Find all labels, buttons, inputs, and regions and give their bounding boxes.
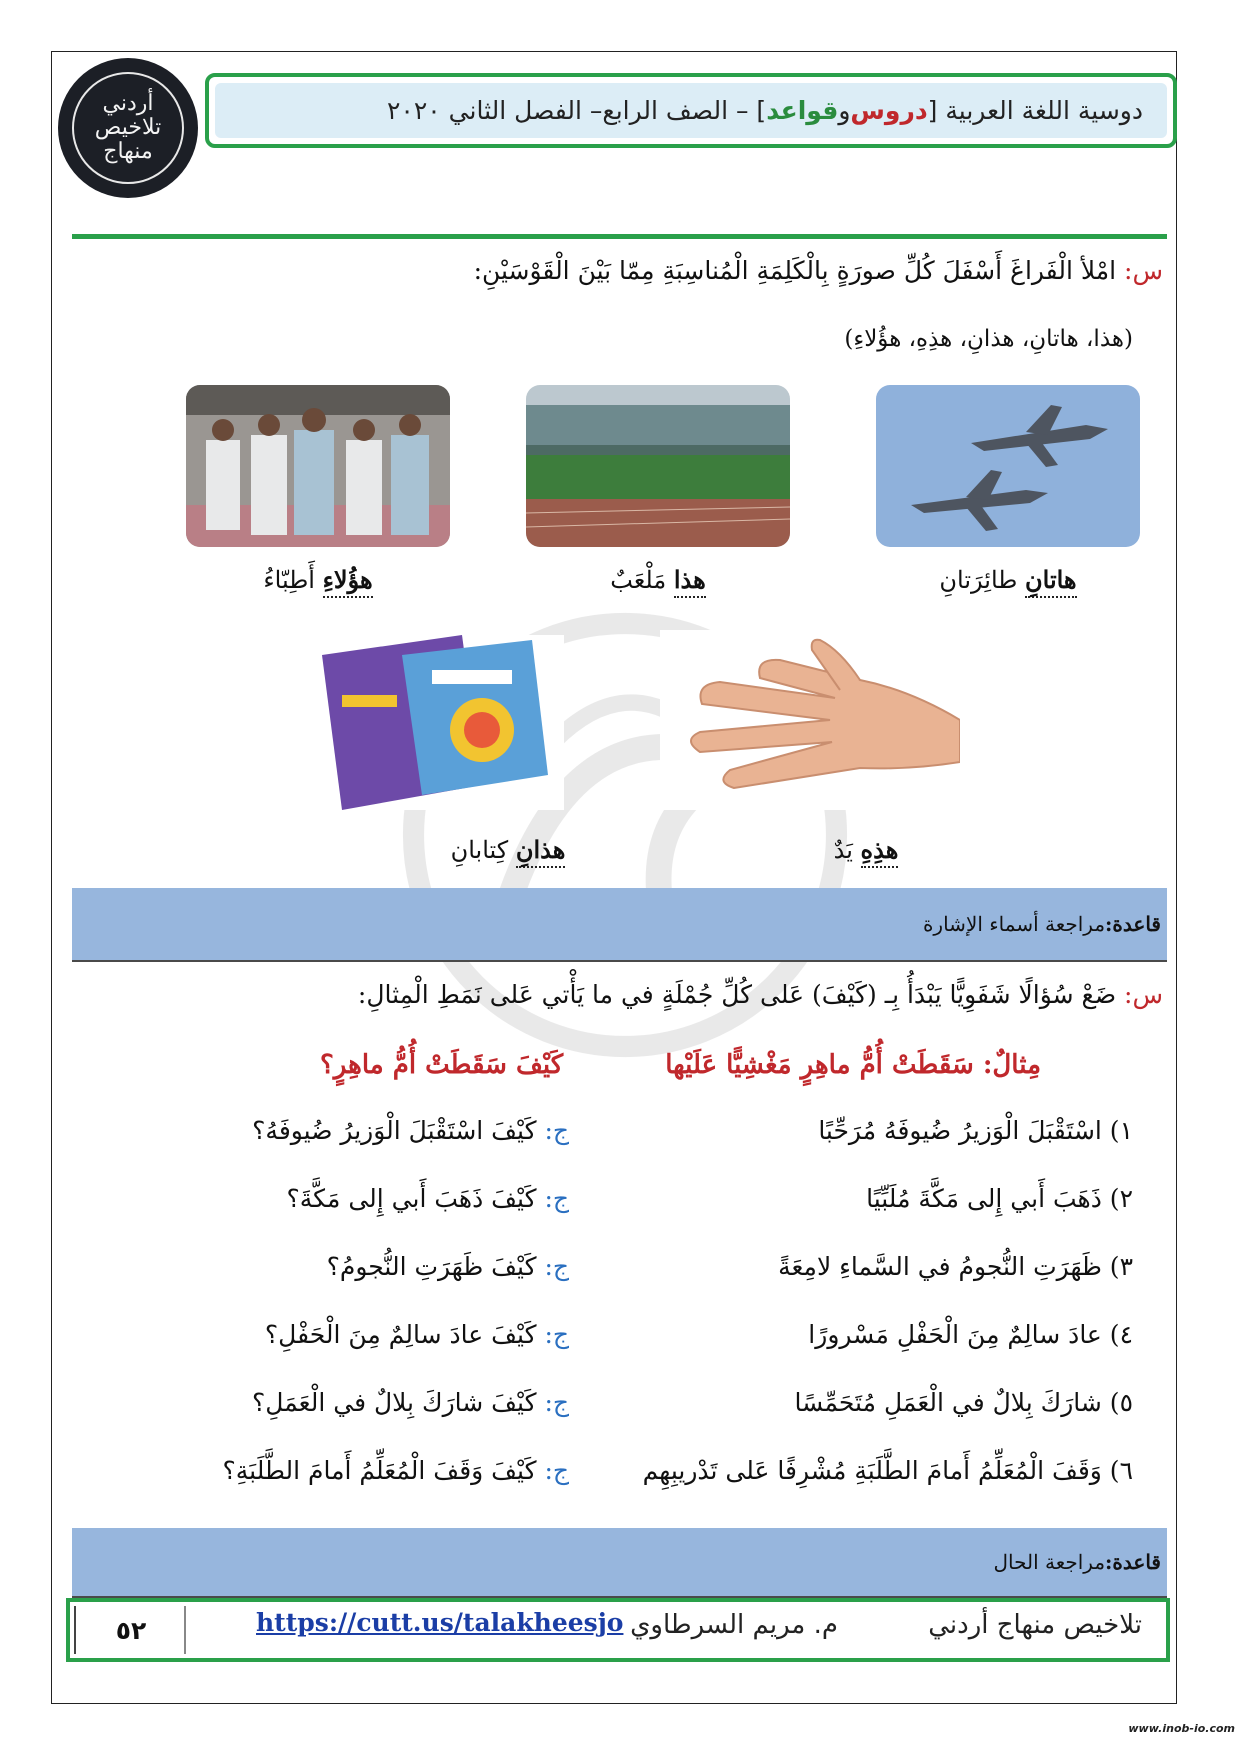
logo-ring (72, 72, 184, 184)
answer-prefix: ج: (544, 1456, 569, 1485)
caption-noun: مَلْعَبٌ (610, 566, 674, 594)
rule-label: قاعدة: (1105, 1550, 1161, 1574)
choices-list: (هذا، هاتانِ، هذانِ، هذِهِ، هؤُلاءِ) (844, 326, 1133, 352)
item-question: ١) اسْتَقْبَلَ الْوَزيرُ ضُيوفَهُ مُرَحِّبًا (818, 1116, 1133, 1145)
logo-text-line: منهاج (103, 139, 153, 165)
item-answer (252, 1116, 569, 1145)
question-1 (474, 256, 1163, 285)
rule-text: مراجعة أسماء الإشارة (922, 912, 1106, 936)
title-and: و (838, 96, 851, 125)
item-answer (327, 1252, 569, 1281)
footer-site-name: تلاخيص منهاج أردني (928, 1610, 1142, 1640)
item-question: ٢) ذَهَبَ أَبي إِلى مَكَّةَ مُلَبِّيًا (866, 1184, 1133, 1213)
example-sentence (665, 1050, 1041, 1080)
answer-text: كَيْفَ اسْتَقْبَلَ الْوَزيرُ ضُيوفَهُ؟ (252, 1116, 545, 1145)
answer-prefix: ج: (544, 1184, 569, 1213)
rule-bar-hal (72, 1528, 1167, 1598)
caption-stadium (508, 565, 808, 594)
caption-books (358, 835, 658, 864)
jets-image (876, 385, 1140, 547)
logo-text-line: أردني (102, 90, 154, 116)
logo (58, 58, 198, 198)
item-answer (222, 1456, 569, 1485)
doctors-image (186, 385, 450, 547)
caption-doctors (168, 565, 468, 594)
item-answer (287, 1184, 570, 1213)
caption-noun: أَطِبّاءُ (263, 566, 323, 594)
books-image (282, 635, 564, 810)
item-question: ٦) وَقَفَ الْمُعَلِّمُ أَمامَ الطَّلَبَةِ مُشْرِفًا عَلى تَدْريبِهِم (642, 1456, 1133, 1485)
answer-prefix: ج: (544, 1252, 569, 1281)
logo-text-line: تلاخيص (94, 114, 162, 140)
page-title (215, 83, 1167, 138)
caption-demonstrative: هاتانِ (1025, 565, 1077, 598)
answer-prefix: ج: (544, 1116, 569, 1145)
answer-text: كَيْفَ عادَ سالِمٌ مِنَ الْحَفْلِ؟ (264, 1320, 545, 1349)
rule-label: قاعدة: (1105, 912, 1161, 936)
logo-text (95, 92, 161, 165)
answer-text: كَيْفَ ظَهَرَتِ النُّجومُ؟ (326, 1252, 545, 1281)
caption-demonstrative: هذانِ (516, 835, 566, 868)
question-text: امْلأ الْفَراغَ أَسْفَلَ كُلِّ صورَةٍ بِالْكَلِمَةِ الْمُناسِبَةِ مِمّا بَيْنَ الْقَوْسَيْنِ: (473, 256, 1125, 285)
answer-prefix: ج: (544, 1388, 569, 1417)
example-text: سَقَطَتْ أُمُّ ماهِرٍ مَغْشِيًّا عَلَيْها (665, 1050, 983, 1080)
corner-url: www.inob-io.com (1128, 1722, 1235, 1735)
footer-author: م. مريم السرطاوي (630, 1610, 838, 1640)
caption-noun: يَدٌ (833, 836, 861, 864)
caption-noun: طائِرَتانِ (939, 566, 1025, 594)
title-text-end: ] – الصف الرابع– الفصل الثاني ٢٠٢٠ (387, 96, 767, 125)
caption-demonstrative: هذا (674, 565, 706, 598)
caption-demonstrative: هؤُلاءِ (323, 565, 373, 598)
caption-demonstrative: هذِهِ (861, 835, 899, 868)
item-answer (265, 1320, 569, 1349)
item-question: ٤) عادَ سالِمٌ مِنَ الْحَفْلِ مَسْرورًا (808, 1320, 1133, 1349)
item-question: ٣) ظَهَرَتِ النُّجومُ في السَّماءِ لامِعَةً (778, 1252, 1133, 1281)
example-label: مِثالٌ: (982, 1050, 1041, 1080)
title-text: دوسية اللغة العربية [ (927, 96, 1143, 125)
stadium-image (526, 385, 790, 547)
title-rules: قواعد (766, 96, 839, 125)
footer (66, 1598, 1170, 1662)
item-question: ٥) شارَكَ بِلالٌ في الْعَمَلِ مُتَحَمِّسًا (794, 1388, 1133, 1417)
rule-bar-demonstratives (72, 888, 1167, 962)
title-lessons: دروس (850, 96, 928, 125)
item-answer (252, 1388, 569, 1417)
title-box (205, 73, 1177, 148)
answer-prefix: ج: (544, 1320, 569, 1349)
example-answer: كَيْفَ سَقَطَتْ أُمُّ ماهِرٍ؟ (320, 1050, 564, 1080)
caption-jets (858, 565, 1158, 594)
caption-noun: كِتابانِ (450, 836, 516, 864)
answer-text: كَيْفَ ذَهَبَ أَبي إِلى مَكَّةَ؟ (286, 1184, 545, 1213)
hand-image (660, 630, 960, 810)
answer-text: كَيْفَ شارَكَ بِلالٌ في الْعَمَلِ؟ (252, 1388, 545, 1417)
rule-text: مراجعة الحال (993, 1550, 1106, 1574)
footer-link[interactable]: https://cutt.us/talakheesjo (256, 1608, 624, 1637)
page-number: ٥٢ (74, 1606, 186, 1654)
divider (72, 234, 1167, 239)
question-text: ضَعْ سُؤالًا شَفَوِيًّا يَبْدَأُ بِـ (كَيْفَ) عَلى كُلِّ جُمْلَةٍ في ما يَأْتي عَلى نَمَطِ الْمِثالِ: (357, 980, 1125, 1009)
question-prefix: س: (1124, 256, 1163, 285)
question-2 (358, 980, 1163, 1009)
answer-text: كَيْفَ وَقَفَ الْمُعَلِّمُ أَمامَ الطَّلَبَةِ؟ (222, 1456, 545, 1485)
caption-hand (716, 835, 1016, 864)
question-prefix: س: (1124, 980, 1163, 1009)
